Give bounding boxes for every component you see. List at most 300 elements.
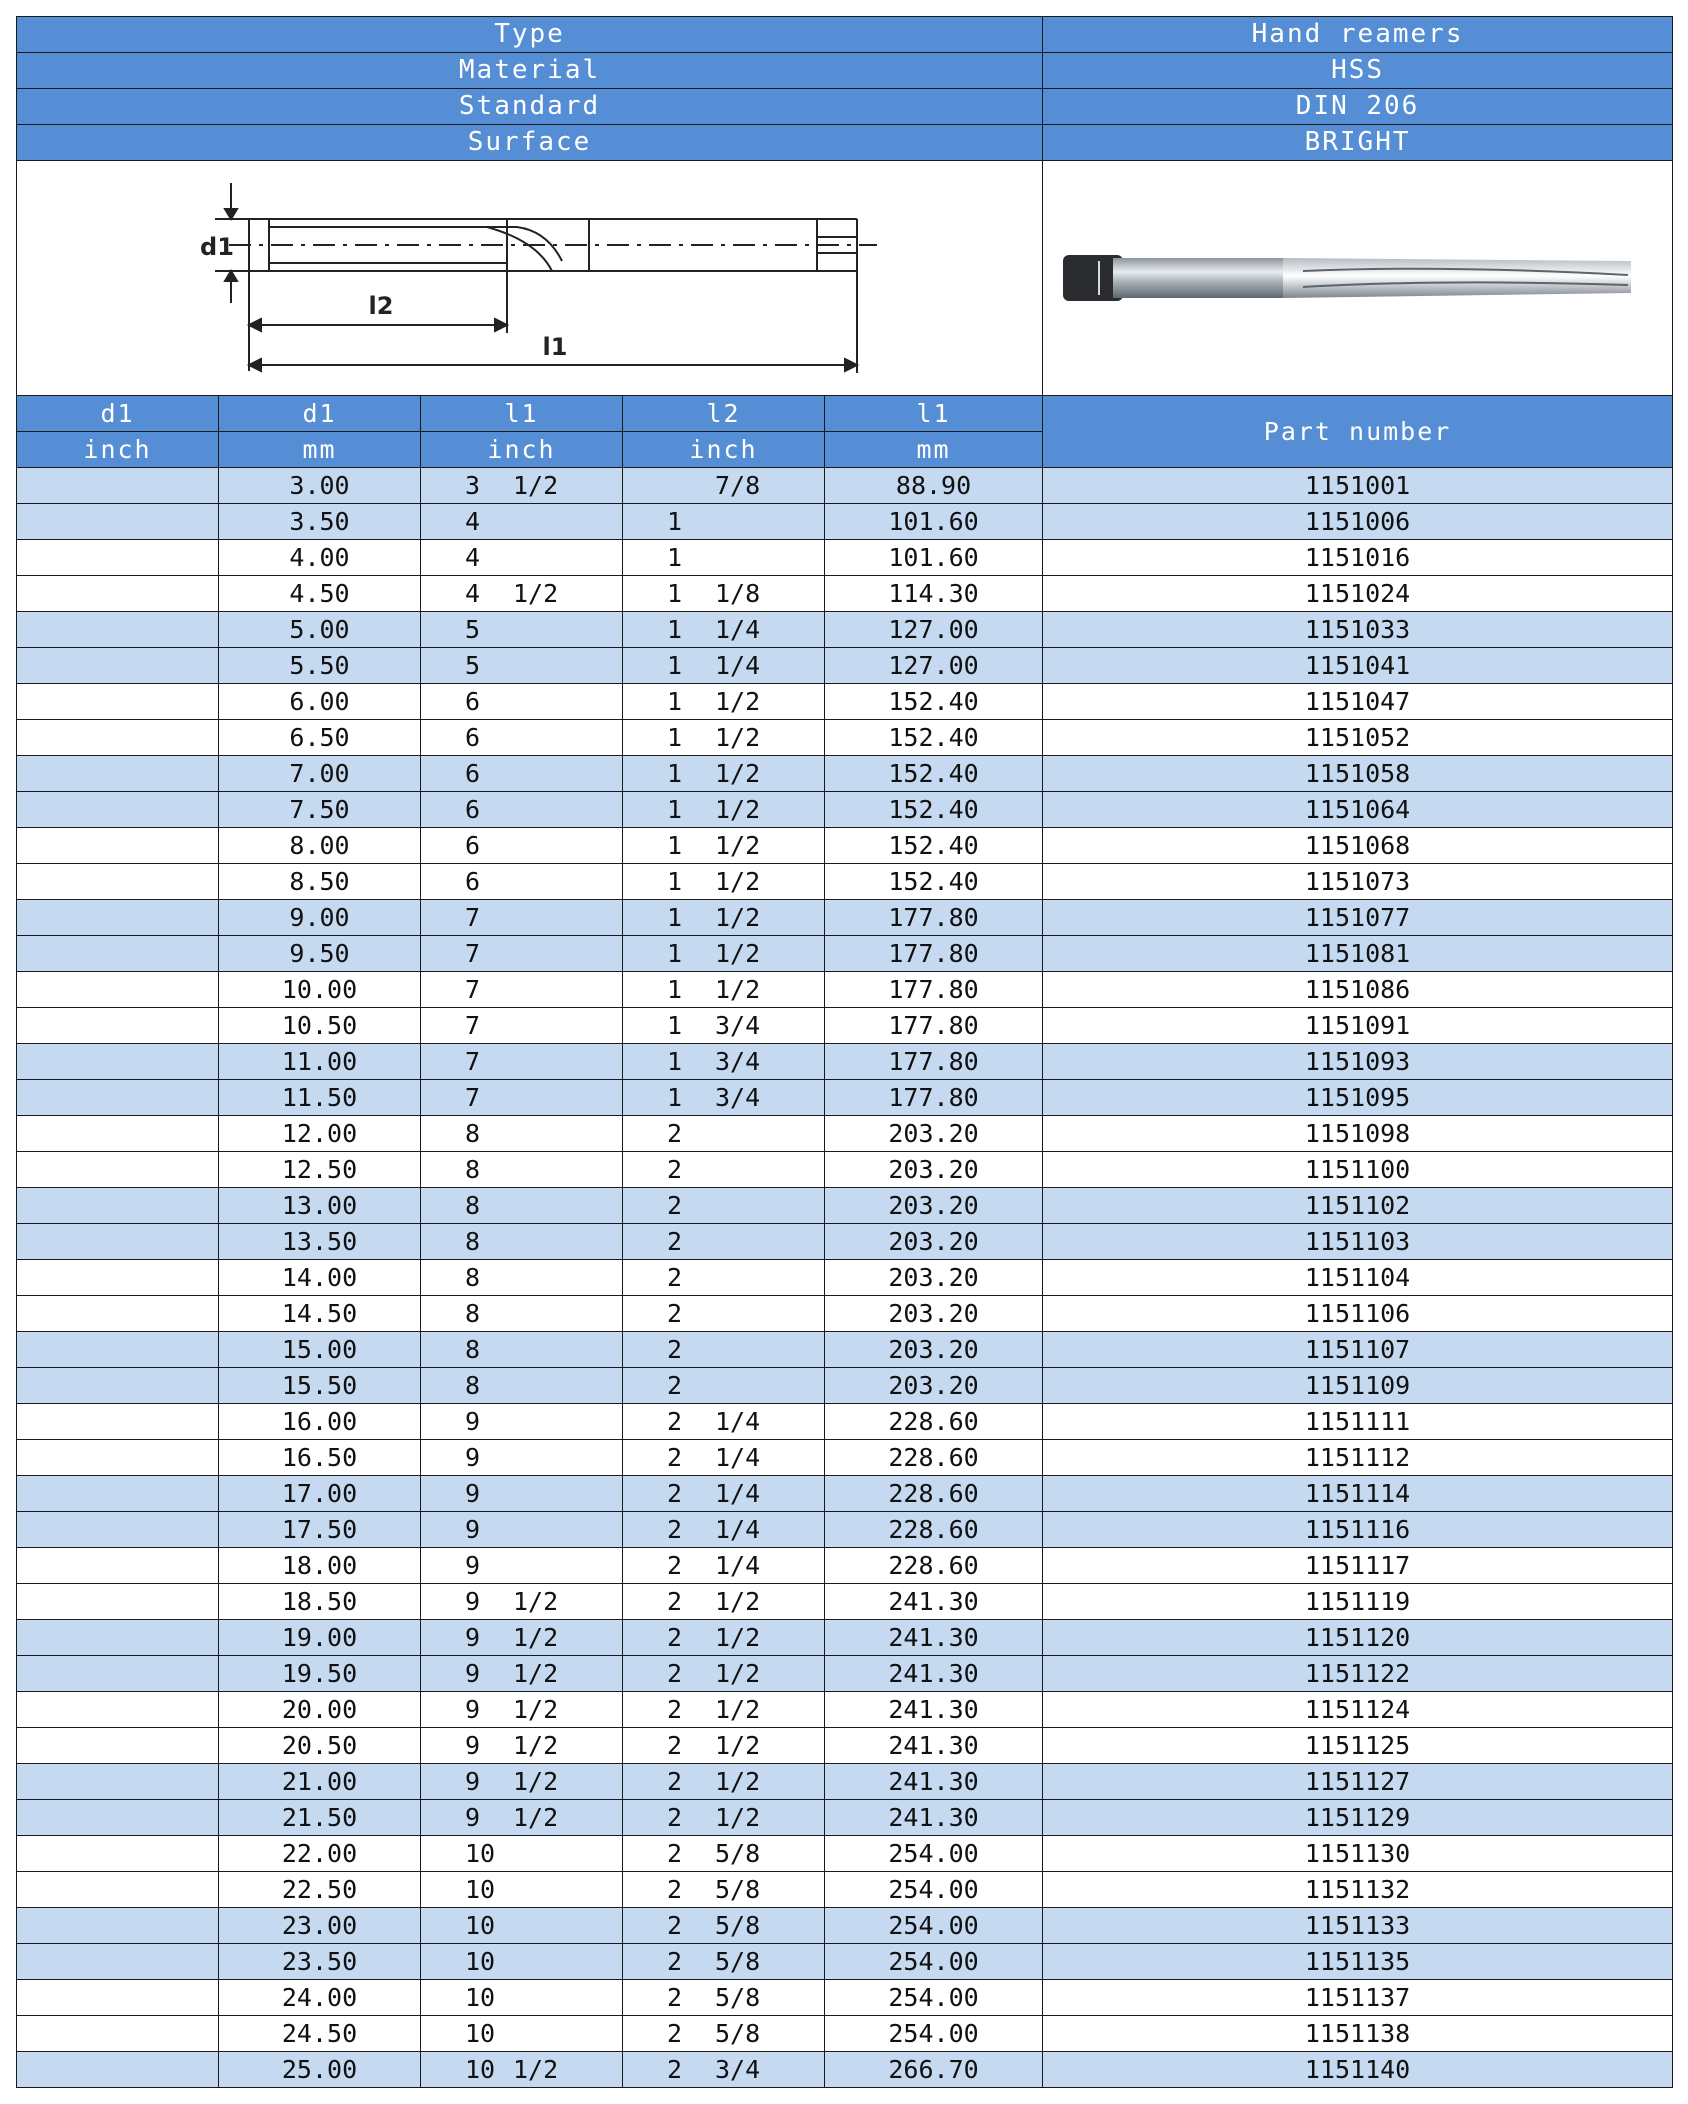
cell-l2-inch-whole: 2 (667, 1911, 683, 1940)
cell-part-number: 1151104 (1043, 1260, 1673, 1296)
cell-l2-inch (623, 828, 825, 864)
cell-d1-inch (17, 1404, 219, 1440)
cell-part-number: 1151077 (1043, 900, 1673, 936)
table-row (17, 1980, 1673, 2016)
table-row (17, 1116, 1673, 1152)
cell-part-number: 1151033 (1043, 612, 1673, 648)
cell-l2-inch-whole: 1 (667, 723, 683, 752)
cell-l1-mm: 177.80 (825, 972, 1043, 1008)
product-photo-cell (1043, 161, 1673, 396)
cell-l2-inch-whole: 1 (667, 1011, 683, 1040)
cell-l1-inch-whole: 9 (465, 1623, 481, 1652)
cell-l2-inch-whole: 2 (667, 1191, 683, 1220)
table-row (17, 1908, 1673, 1944)
cell-l2-inch-whole: 2 (667, 1587, 683, 1616)
table-row (17, 648, 1673, 684)
cell-d1-inch (17, 1224, 219, 1260)
cell-l2-inch-whole: 1 (667, 903, 683, 932)
cell-part-number: 1151127 (1043, 1764, 1673, 1800)
cell-d1-mm: 6.50 (219, 720, 421, 756)
cell-d1-mm: 18.00 (219, 1548, 421, 1584)
table-row (17, 576, 1673, 612)
cell-l1-inch-whole: 9 (465, 1407, 481, 1436)
cell-part-number: 1151024 (1043, 576, 1673, 612)
cell-l2-inch-fraction: 1/2 (715, 1695, 761, 1724)
cell-l2-inch-whole: 2 (667, 1443, 683, 1472)
cell-part-number: 1151125 (1043, 1728, 1673, 1764)
cell-l1-mm: 203.20 (825, 1332, 1043, 1368)
table-row (17, 1872, 1673, 1908)
reamer-spec-table (16, 16, 1673, 2088)
cell-l2-inch-fraction: 7/8 (715, 471, 761, 500)
cell-l2-inch-whole: 1 (667, 615, 683, 644)
cell-l1-inch (421, 1044, 623, 1080)
cell-l1-inch (421, 864, 623, 900)
cell-l1-inch (421, 1584, 623, 1620)
cell-l1-inch (421, 540, 623, 576)
cell-l1-inch-whole: 9 (465, 1479, 481, 1508)
cell-l1-inch (421, 1728, 623, 1764)
cell-l2-inch (623, 648, 825, 684)
cell-l2-inch-fraction: 5/8 (715, 1983, 761, 2012)
cell-d1-mm: 3.50 (219, 504, 421, 540)
cell-l2-inch (623, 1836, 825, 1872)
cell-l2-inch-fraction: 1/4 (715, 1515, 761, 1544)
cell-l2-inch-fraction: 1/2 (715, 831, 761, 860)
cell-d1-mm: 13.00 (219, 1188, 421, 1224)
cell-l1-inch-whole: 8 (465, 1119, 481, 1148)
col-l1-inch-top: l1 (421, 396, 623, 432)
cell-l1-mm: 127.00 (825, 648, 1043, 684)
cell-part-number: 1151117 (1043, 1548, 1673, 1584)
cell-part-number: 1151103 (1043, 1224, 1673, 1260)
table-row (17, 1368, 1673, 1404)
cell-d1-mm: 11.00 (219, 1044, 421, 1080)
cell-d1-mm: 9.00 (219, 900, 421, 936)
cell-l2-inch-fraction: 1/2 (715, 939, 761, 968)
cell-part-number: 1151112 (1043, 1440, 1673, 1476)
cell-l2-inch-fraction: 1/2 (715, 903, 761, 932)
cell-l1-inch-fraction: 1/2 (513, 1587, 559, 1616)
cell-l1-mm: 241.30 (825, 1584, 1043, 1620)
cell-d1-inch (17, 756, 219, 792)
cell-d1-inch (17, 1512, 219, 1548)
cell-l2-inch (623, 1908, 825, 1944)
cell-d1-mm: 8.00 (219, 828, 421, 864)
spec-row-standard (17, 89, 1673, 125)
cell-l2-inch-fraction: 1/4 (715, 615, 761, 644)
cell-l2-inch (623, 1476, 825, 1512)
cell-l2-inch-whole: 1 (667, 543, 683, 572)
col-d1-inch-top: d1 (17, 396, 219, 432)
cell-l2-inch-fraction: 1/2 (715, 975, 761, 1004)
cell-d1-inch (17, 936, 219, 972)
cell-d1-inch (17, 720, 219, 756)
cell-l1-inch-whole: 8 (465, 1335, 481, 1364)
cell-d1-mm: 14.00 (219, 1260, 421, 1296)
cell-d1-inch (17, 864, 219, 900)
cell-l2-inch-whole: 2 (667, 1155, 683, 1184)
cell-part-number: 1151102 (1043, 1188, 1673, 1224)
cell-d1-inch (17, 1548, 219, 1584)
cell-d1-mm: 5.50 (219, 648, 421, 684)
cell-l2-inch (623, 1296, 825, 1332)
cell-d1-inch (17, 1728, 219, 1764)
cell-l1-inch (421, 504, 623, 540)
cell-part-number: 1151116 (1043, 1512, 1673, 1548)
cell-l1-inch-whole: 10 (465, 1947, 496, 1976)
cell-d1-mm: 6.00 (219, 684, 421, 720)
cell-l1-inch-whole: 9 (465, 1551, 481, 1580)
cell-l1-inch-whole: 10 (465, 1911, 496, 1940)
cell-d1-inch (17, 684, 219, 720)
cell-d1-mm: 23.50 (219, 1944, 421, 1980)
cell-part-number: 1151098 (1043, 1116, 1673, 1152)
cell-part-number: 1151132 (1043, 1872, 1673, 1908)
cell-d1-mm: 12.50 (219, 1152, 421, 1188)
cell-l1-inch (421, 1944, 623, 1980)
cell-part-number: 1151140 (1043, 2052, 1673, 2088)
cell-l1-inch (421, 1332, 623, 1368)
cell-l2-inch-fraction: 5/8 (715, 1875, 761, 1904)
cell-part-number: 1151124 (1043, 1692, 1673, 1728)
cell-l2-inch-fraction: 5/8 (715, 1911, 761, 1940)
cell-l2-inch-whole: 2 (667, 1371, 683, 1400)
cell-l2-inch (623, 576, 825, 612)
table-row (17, 756, 1673, 792)
cell-l2-inch-whole: 2 (667, 1335, 683, 1364)
cell-d1-mm: 19.50 (219, 1656, 421, 1692)
spec-value-material: HSS (1043, 53, 1673, 89)
cell-l2-inch-whole: 2 (667, 2019, 683, 2048)
table-row (17, 972, 1673, 1008)
cell-l2-inch (623, 1944, 825, 1980)
cell-l2-inch-whole: 1 (667, 1047, 683, 1076)
cell-l1-mm: 88.90 (825, 468, 1043, 504)
table-row (17, 540, 1673, 576)
cell-l1-inch (421, 2016, 623, 2052)
cell-d1-mm: 16.00 (219, 1404, 421, 1440)
cell-d1-inch (17, 1584, 219, 1620)
cell-part-number: 1151122 (1043, 1656, 1673, 1692)
drawing-label-d1: d1 (200, 233, 234, 261)
cell-l2-inch-whole: 1 (667, 579, 683, 608)
cell-l2-inch (623, 1008, 825, 1044)
table-row (17, 1080, 1673, 1116)
cell-l2-inch-whole: 1 (667, 867, 683, 896)
table-row (17, 1620, 1673, 1656)
cell-l1-inch (421, 612, 623, 648)
table-row (17, 1836, 1673, 1872)
cell-l2-inch-whole: 2 (667, 1731, 683, 1760)
cell-part-number: 1151058 (1043, 756, 1673, 792)
cell-l1-mm: 241.30 (825, 1656, 1043, 1692)
cell-l2-inch (623, 864, 825, 900)
cell-d1-inch (17, 504, 219, 540)
reamer-technical-drawing (17, 161, 1039, 395)
cell-part-number: 1151106 (1043, 1296, 1673, 1332)
cell-l1-inch-whole: 7 (465, 1011, 481, 1040)
cell-d1-mm: 4.50 (219, 576, 421, 612)
cell-l2-inch-whole: 2 (667, 1947, 683, 1976)
cell-l1-inch-whole: 3 (465, 471, 481, 500)
table-row (17, 720, 1673, 756)
cell-d1-mm: 25.00 (219, 2052, 421, 2088)
cell-d1-inch (17, 2052, 219, 2088)
cell-l1-mm: 177.80 (825, 900, 1043, 936)
cell-l2-inch-fraction: 1/4 (715, 1479, 761, 1508)
cell-l2-inch-whole: 1 (667, 507, 683, 536)
cell-d1-mm: 15.00 (219, 1332, 421, 1368)
table-row (17, 1152, 1673, 1188)
cell-d1-inch (17, 792, 219, 828)
cell-l1-inch (421, 900, 623, 936)
cell-l1-mm: 203.20 (825, 1224, 1043, 1260)
table-row (17, 900, 1673, 936)
cell-l1-inch (421, 1080, 623, 1116)
drawing-label-l2: l2 (368, 292, 394, 320)
spec-label-material: Material (17, 53, 1043, 89)
cell-l2-inch-whole: 2 (667, 1983, 683, 2012)
cell-l1-inch-whole: 8 (465, 1263, 481, 1292)
cell-l2-inch-whole: 1 (667, 795, 683, 824)
cell-l1-inch-whole: 7 (465, 903, 481, 932)
cell-l2-inch-whole: 2 (667, 2055, 683, 2084)
cell-d1-inch (17, 972, 219, 1008)
cell-d1-inch (17, 1080, 219, 1116)
cell-d1-inch (17, 900, 219, 936)
col-d1-mm-top: d1 (219, 396, 421, 432)
cell-d1-mm: 12.00 (219, 1116, 421, 1152)
cell-part-number: 1151119 (1043, 1584, 1673, 1620)
table-row (17, 2016, 1673, 2052)
cell-d1-mm: 23.00 (219, 1908, 421, 1944)
cell-l1-mm: 241.30 (825, 1764, 1043, 1800)
table-row (17, 1044, 1673, 1080)
cell-l1-mm: 203.20 (825, 1296, 1043, 1332)
cell-part-number: 1151135 (1043, 1944, 1673, 1980)
cell-d1-mm: 19.00 (219, 1620, 421, 1656)
cell-l1-inch (421, 1800, 623, 1836)
cell-d1-inch (17, 1620, 219, 1656)
cell-l1-inch-fraction: 1/2 (513, 579, 559, 608)
table-row (17, 1728, 1673, 1764)
cell-d1-inch (17, 612, 219, 648)
cell-d1-mm: 22.50 (219, 1872, 421, 1908)
cell-l1-inch-whole: 7 (465, 1047, 481, 1076)
cell-d1-inch (17, 1872, 219, 1908)
cell-l1-inch (421, 1116, 623, 1152)
cell-l2-inch-fraction: 1/2 (715, 1767, 761, 1796)
cell-l1-inch (421, 1692, 623, 1728)
cell-l2-inch-whole: 1 (667, 687, 683, 716)
cell-l1-mm: 177.80 (825, 936, 1043, 972)
cell-l2-inch (623, 2052, 825, 2088)
cell-part-number: 1151109 (1043, 1368, 1673, 1404)
table-row (17, 828, 1673, 864)
cell-l1-mm: 101.60 (825, 504, 1043, 540)
cell-l2-inch (623, 936, 825, 972)
cell-l1-mm: 152.40 (825, 720, 1043, 756)
cell-l2-inch (623, 1404, 825, 1440)
spec-row-type (17, 17, 1673, 53)
table-row (17, 1512, 1673, 1548)
cell-l2-inch-whole: 1 (667, 939, 683, 968)
cell-l1-inch (421, 1476, 623, 1512)
cell-part-number: 1151138 (1043, 2016, 1673, 2052)
cell-l2-inch-whole: 2 (667, 1407, 683, 1436)
cell-l1-mm: 114.30 (825, 576, 1043, 612)
cell-d1-inch (17, 1440, 219, 1476)
cell-l2-inch-fraction: 1/2 (715, 867, 761, 896)
cell-l1-inch (421, 756, 623, 792)
col-l2-inch-unit: inch (623, 432, 825, 468)
cell-l1-mm: 254.00 (825, 1944, 1043, 1980)
cell-l2-inch-fraction: 5/8 (715, 1947, 761, 1976)
table-row (17, 1296, 1673, 1332)
cell-l1-inch-whole: 9 (465, 1695, 481, 1724)
cell-l1-mm: 203.20 (825, 1188, 1043, 1224)
cell-l1-inch-whole: 6 (465, 759, 481, 788)
cell-l1-inch-whole: 8 (465, 1299, 481, 1328)
cell-l2-inch (623, 684, 825, 720)
cell-d1-mm: 24.00 (219, 1980, 421, 2016)
cell-l1-mm: 254.00 (825, 2016, 1043, 2052)
cell-d1-inch (17, 1908, 219, 1944)
cell-l2-inch (623, 972, 825, 1008)
cell-d1-inch (17, 1980, 219, 2016)
cell-l1-mm: 177.80 (825, 1044, 1043, 1080)
cell-l1-inch-whole: 9 (465, 1731, 481, 1760)
cell-part-number: 1151041 (1043, 648, 1673, 684)
cell-part-number: 1151006 (1043, 504, 1673, 540)
cell-l2-inch-whole: 2 (667, 1839, 683, 1868)
cell-d1-mm: 3.00 (219, 468, 421, 504)
cell-l1-inch (421, 1764, 623, 1800)
cell-part-number: 1151052 (1043, 720, 1673, 756)
col-d1-mm-unit: mm (219, 432, 421, 468)
cell-d1-mm: 17.50 (219, 1512, 421, 1548)
cell-l1-inch-whole: 8 (465, 1191, 481, 1220)
cell-l2-inch (623, 1044, 825, 1080)
cell-l1-mm: 203.20 (825, 1116, 1043, 1152)
cell-d1-mm: 11.50 (219, 1080, 421, 1116)
cell-d1-inch (17, 1836, 219, 1872)
table-row (17, 612, 1673, 648)
cell-l2-inch (623, 468, 825, 504)
cell-l2-inch (623, 540, 825, 576)
cell-d1-inch (17, 1692, 219, 1728)
cell-l1-inch-whole: 10 (465, 1983, 496, 2012)
cell-l1-inch-whole: 6 (465, 831, 481, 860)
cell-l1-inch-fraction: 1/2 (513, 1731, 559, 1760)
cell-l1-mm: 152.40 (825, 828, 1043, 864)
cell-d1-mm: 7.00 (219, 756, 421, 792)
cell-l1-mm: 228.60 (825, 1440, 1043, 1476)
cell-l2-inch (623, 1872, 825, 1908)
spec-row-material (17, 53, 1673, 89)
cell-l2-inch (623, 1332, 825, 1368)
cell-part-number: 1151016 (1043, 540, 1673, 576)
cell-part-number: 1151130 (1043, 1836, 1673, 1872)
cell-l2-inch-whole: 2 (667, 1695, 683, 1724)
col-l1-inch-unit: inch (421, 432, 623, 468)
col-part-number: Part number (1043, 396, 1673, 468)
cell-l2-inch-fraction: 1/8 (715, 579, 761, 608)
cell-l2-inch (623, 792, 825, 828)
cell-l2-inch-whole: 2 (667, 1515, 683, 1544)
cell-l2-inch-whole: 1 (667, 1083, 683, 1112)
cell-l1-mm: 152.40 (825, 864, 1043, 900)
cell-l1-inch-whole: 9 (465, 1803, 481, 1832)
cell-l2-inch (623, 900, 825, 936)
cell-l1-mm: 241.30 (825, 1728, 1043, 1764)
table-row (17, 1440, 1673, 1476)
cell-d1-mm: 16.50 (219, 1440, 421, 1476)
cell-l1-mm: 241.30 (825, 1800, 1043, 1836)
cell-d1-inch (17, 1656, 219, 1692)
cell-d1-mm: 15.50 (219, 1368, 421, 1404)
cell-l2-inch-fraction: 3/4 (715, 1011, 761, 1040)
cell-d1-inch (17, 1368, 219, 1404)
cell-l1-inch-fraction: 1/2 (513, 1659, 559, 1688)
cell-part-number: 1151068 (1043, 828, 1673, 864)
cell-d1-mm: 17.00 (219, 1476, 421, 1512)
cell-l1-inch (421, 468, 623, 504)
table-row (17, 1188, 1673, 1224)
cell-l1-mm: 228.60 (825, 1404, 1043, 1440)
cell-part-number: 1151093 (1043, 1044, 1673, 1080)
cell-l1-inch-whole: 9 (465, 1659, 481, 1688)
cell-l1-mm: 177.80 (825, 1080, 1043, 1116)
cell-l1-mm: 152.40 (825, 792, 1043, 828)
column-header-row-1 (17, 396, 1673, 432)
cell-l2-inch-fraction: 1/2 (715, 1803, 761, 1832)
cell-l1-mm: 228.60 (825, 1548, 1043, 1584)
cell-l1-inch (421, 684, 623, 720)
cell-part-number: 1151107 (1043, 1332, 1673, 1368)
cell-l2-inch-fraction: 3/4 (715, 1083, 761, 1112)
cell-l2-inch-fraction: 1/4 (715, 1551, 761, 1580)
cell-l1-inch-whole: 9 (465, 1587, 481, 1616)
cell-d1-mm: 10.00 (219, 972, 421, 1008)
cell-l1-inch (421, 1836, 623, 1872)
cell-l1-inch-whole: 4 (465, 507, 481, 536)
cell-part-number: 1151100 (1043, 1152, 1673, 1188)
cell-l2-inch-fraction: 1/2 (715, 759, 761, 788)
cell-part-number: 1151111 (1043, 1404, 1673, 1440)
cell-l2-inch-whole: 2 (667, 1119, 683, 1148)
cell-d1-inch (17, 1260, 219, 1296)
cell-part-number: 1151114 (1043, 1476, 1673, 1512)
cell-d1-mm: 21.50 (219, 1800, 421, 1836)
cell-l1-inch-whole: 8 (465, 1227, 481, 1256)
spec-value-standard: DIN 206 (1043, 89, 1673, 125)
cell-l1-inch (421, 1620, 623, 1656)
cell-l1-inch-whole: 5 (465, 651, 481, 680)
cell-l2-inch-whole: 1 (667, 759, 683, 788)
cell-l2-inch-whole: 2 (667, 1875, 683, 1904)
cell-l1-mm: 152.40 (825, 756, 1043, 792)
cell-l1-mm: 152.40 (825, 684, 1043, 720)
cell-l2-inch (623, 1512, 825, 1548)
cell-l1-inch-whole: 10 (465, 1839, 496, 1868)
cell-l1-mm: 127.00 (825, 612, 1043, 648)
cell-l1-inch-whole: 8 (465, 1155, 481, 1184)
cell-d1-mm: 14.50 (219, 1296, 421, 1332)
cell-d1-inch (17, 2016, 219, 2052)
cell-l1-inch-whole: 10 (465, 2019, 496, 2048)
